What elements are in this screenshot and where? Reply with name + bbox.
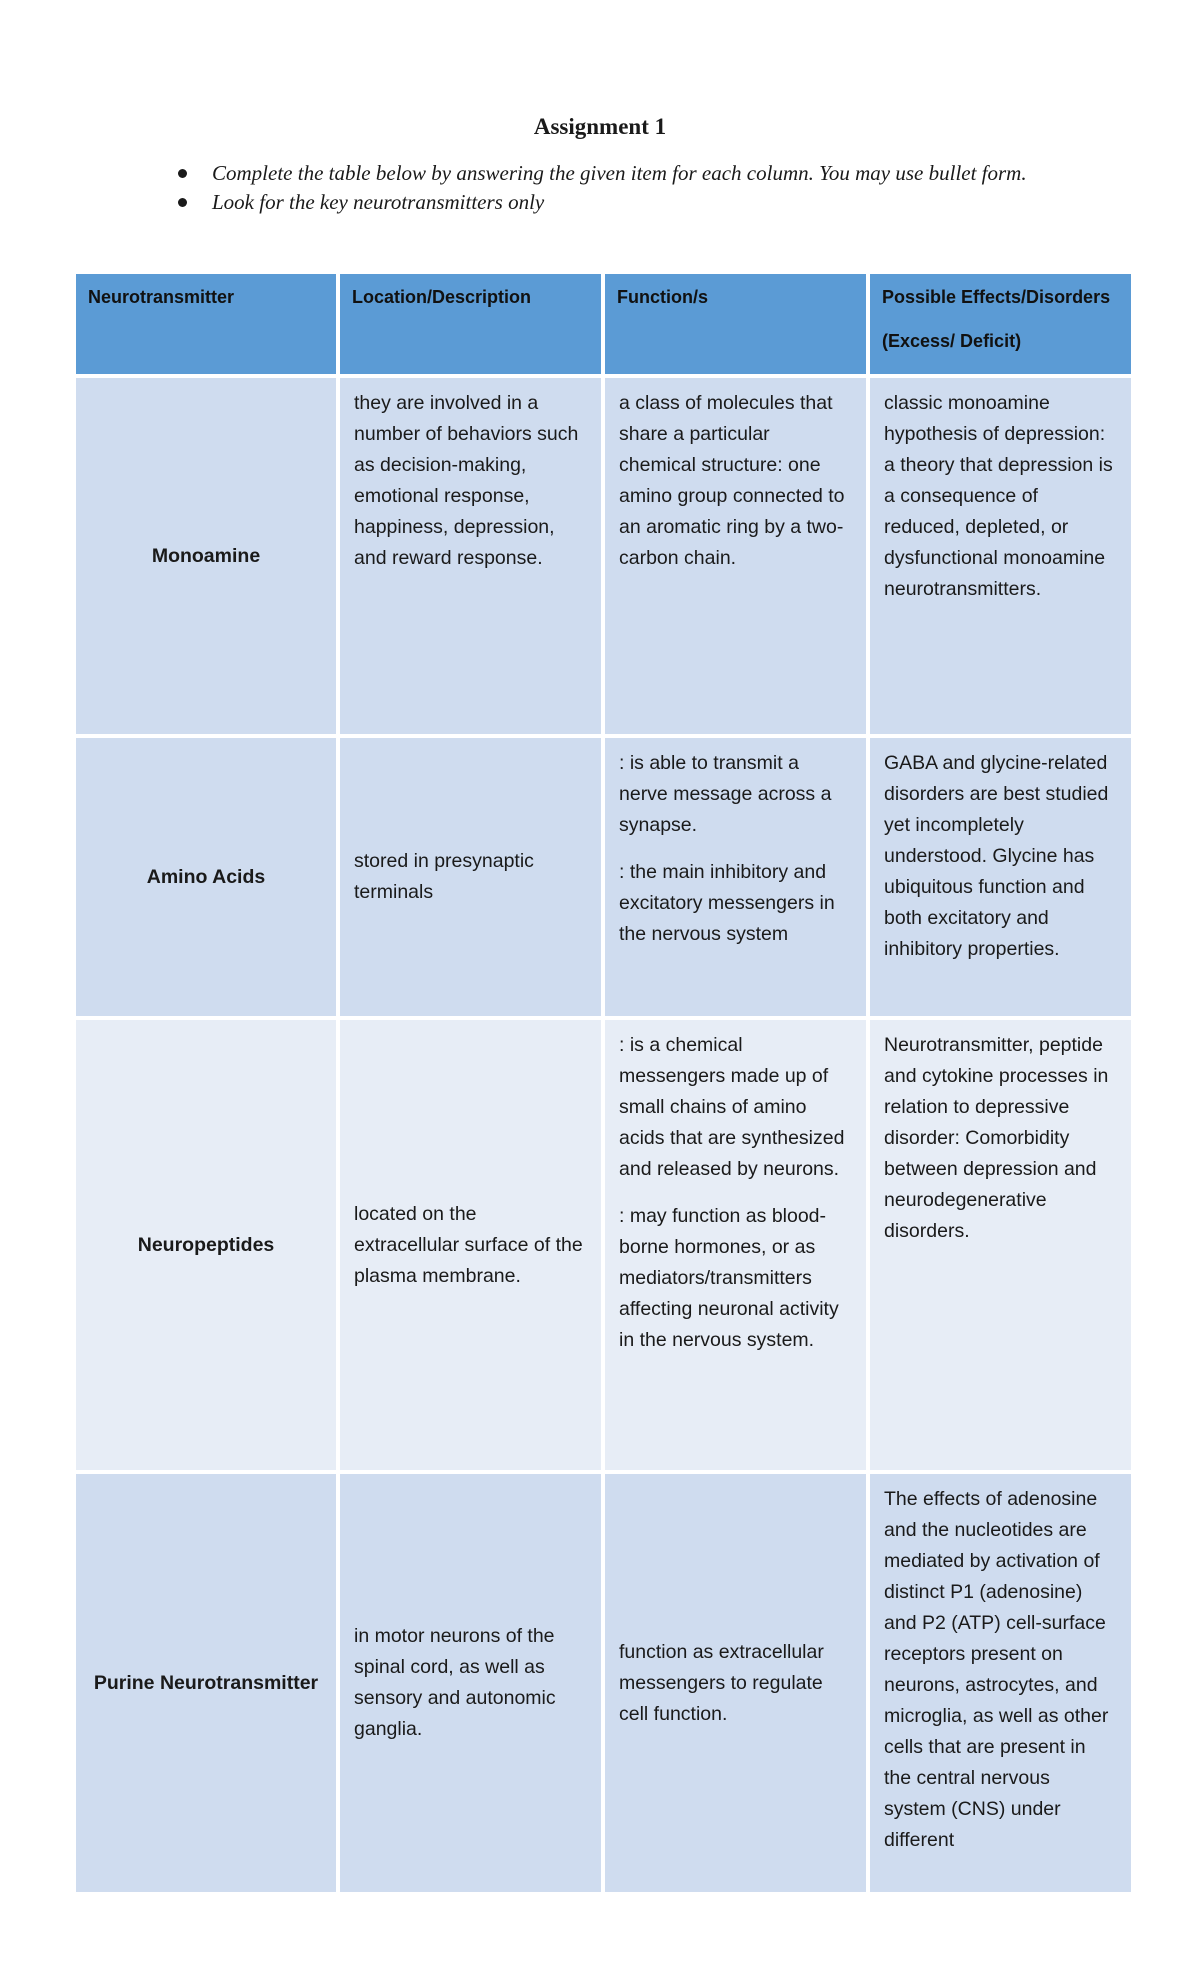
- neurotransmitter-table: [72, 270, 1135, 1896]
- cell-name: Amino Acids: [76, 738, 336, 1016]
- instruction-item: [170, 189, 1050, 216]
- cell-effects: classic monoamine hypothesis of depression: a theory that depression is a consequence of reduced, depleted, or dysfunctional monoamine neurotransmitters.: [870, 378, 1131, 734]
- table-row: [76, 378, 1131, 734]
- bullet-icon: [178, 198, 187, 207]
- instruction-text: Complete the table below by answering the given item for each column. You may use bullet form.: [212, 161, 1027, 185]
- header-neurotransmitter: Neurotransmitter: [76, 274, 336, 374]
- table-header-row: [76, 274, 1131, 374]
- instruction-item: [170, 160, 1050, 187]
- cell-effects: Neurotransmitter, peptide and cytokine processes in relation to depressive disorder: Comorbidity between depression and neurodegenerative disorders.: [870, 1020, 1131, 1470]
- cell-function: : is a chemical messengers made up of small chains of amino acids that are synthesized and released by neurons. : may function as blood-borne hormones, or as mediators/transmitters affecting neuronal activity in the nervous system.: [605, 1020, 866, 1470]
- cell-name: Purine Neurotransmitter: [76, 1474, 336, 1892]
- table-row: [76, 1020, 1131, 1470]
- page-title: Assignment 1: [533, 114, 667, 139]
- cell-location: in motor neurons of the spinal cord, as well as sensory and autonomic ganglia.: [340, 1474, 601, 1892]
- cell-location: located on the extracellular surface of the plasma membrane.: [340, 1020, 601, 1470]
- cell-effects: The effects of adenosine and the nucleotides are mediated by activation of distinct P1 (adenosine) and P2 (ATP) cell-surface receptors present on neurons, astrocytes, and microglia, as well as other cells that are present in the central nervous system (CNS) under different: [870, 1474, 1131, 1892]
- table-row: [76, 1474, 1131, 1892]
- cell-location: stored in presynaptic terminals: [340, 738, 601, 1016]
- cell-location: they are involved in a number of behaviors such as decision-making, emotional response, happiness, depression, and reward response.: [340, 378, 601, 734]
- cell-name: Monoamine: [76, 378, 336, 734]
- cell-function: function as extracellular messengers to regulate cell function.: [605, 1474, 866, 1892]
- cell-function: : is able to transmit a nerve message across a synapse. : the main inhibitory and excitatory messengers in the nervous system: [605, 738, 866, 1016]
- cell-effects: GABA and glycine-related disorders are best studied yet incompletely understood. Glycine has ubiquitous function and both excitatory and inhibitory properties.: [870, 738, 1131, 1016]
- cell-function: a class of molecules that share a particular chemical structure: one amino group connected to an aromatic ring by a two-carbon chain.: [605, 378, 866, 734]
- instructions-list: [170, 160, 1050, 218]
- bullet-icon: [178, 169, 187, 178]
- header-function: Function/s: [605, 274, 866, 374]
- table-row: [76, 738, 1131, 1016]
- cell-name: Neuropeptides: [76, 1020, 336, 1470]
- instruction-text: Look for the key neurotransmitters only: [212, 190, 545, 214]
- header-location: Location/Description: [340, 274, 601, 374]
- header-effects: Possible Effects/Disorders (Excess/ Deficit): [870, 274, 1131, 374]
